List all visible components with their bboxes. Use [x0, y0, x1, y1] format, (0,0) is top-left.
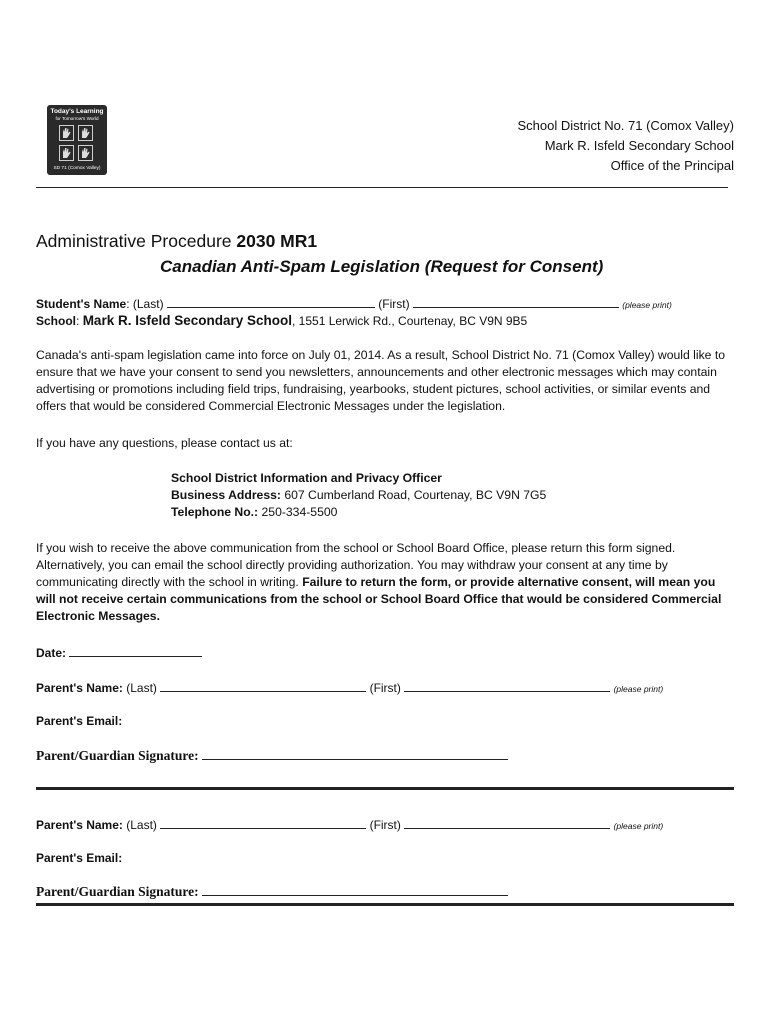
- parent1-name-row: [36, 680, 663, 695]
- intro-paragraph: Canada's anti-spam legislation came into force on July 01, 2014. As a result, School District No. 71 (Comox Valley) would like to ensure that we have your consent to send you newsletters, announcements and other electronic messages which may contain advertising or promotions including field trips, fundraising, yearbooks, student pictures, school activities, or similar events and offers that would be considered Commercial Electronic Messages under the legislation.: [36, 348, 725, 413]
- parent1-signature-label: Parent/Guardian Signature:: [36, 748, 199, 763]
- parent1-name-label: Parent's Name:: [36, 681, 123, 695]
- print-note: (please print): [622, 300, 672, 310]
- parent2-first-label: (First): [366, 818, 405, 832]
- parent1-first-field[interactable]: [404, 680, 610, 692]
- student-last-field[interactable]: [167, 296, 375, 308]
- district-logo: [47, 105, 107, 175]
- phone-label: Telephone No.:: [171, 505, 259, 519]
- questions-text: If you have any questions, please contact us at:: [36, 436, 293, 450]
- header-divider: [36, 187, 728, 188]
- parent1-email-row: [36, 714, 122, 728]
- student-name-label: Student's Name: [36, 297, 127, 311]
- parent2-signature-label: Parent/Guardian Signature:: [36, 884, 199, 899]
- parent2-first-field[interactable]: [404, 817, 610, 829]
- logo-tagline: for Tomorrow's World: [55, 116, 99, 121]
- hands-icon: [59, 125, 95, 163]
- consent-text: If you wish to receive the above communication from the school or School Board Office, please return this form signed. Alternatively, you can email the school directly providing authorization. You may withdraw your consent at any time by communicating directly with the school in writing.: [36, 541, 676, 589]
- parent1-print-note: (please print): [613, 684, 664, 694]
- parent2-name-label: Parent's Name:: [36, 818, 123, 832]
- school-value: Mark R. Isfeld Secondary School: [82, 313, 292, 328]
- parent1-email-label: Parent's Email:: [36, 714, 123, 728]
- school-row: [36, 313, 527, 328]
- parent1-signature-row: [36, 747, 508, 764]
- student-first-label: (First): [374, 297, 413, 311]
- procedure-title: [36, 231, 317, 252]
- phone-value: 250-334-5500: [258, 505, 338, 519]
- school-colon: :: [76, 314, 83, 328]
- parent2-email-label: Parent's Email:: [36, 851, 123, 865]
- section-divider: [36, 787, 734, 790]
- address-value: 607 Cumberland Road, Courtenay, BC V9N 7G5: [280, 488, 547, 502]
- student-last-label: : (Last): [126, 297, 167, 311]
- logo-title: Today's Learning: [50, 108, 104, 115]
- date-label: Date:: [36, 646, 67, 660]
- parent2-email-row: [36, 851, 122, 865]
- consent-paragraph: [36, 540, 736, 625]
- consent-warning: Failure to return the form, or provide alternative consent, will mean you will not receive certain communications from the school or School Board Office that would be considered Commercial Electronic Messages.: [36, 575, 722, 623]
- parent2-last-label: (Last): [122, 818, 161, 832]
- parent2-print-note: (please print): [613, 821, 664, 831]
- address-label: Business Address:: [171, 488, 281, 502]
- school-label: School: [36, 314, 77, 328]
- district-name: School District No. 71 (Comox Valley): [517, 118, 734, 133]
- date-field[interactable]: [69, 645, 202, 657]
- school-address: , 1551 Lerwick Rd., Courtenay, BC V9N 9B5: [292, 314, 528, 328]
- parent1-last-field[interactable]: [160, 680, 366, 692]
- parent2-signature-field[interactable]: [202, 883, 508, 896]
- parent1-last-label: (Last): [122, 681, 161, 695]
- procedure-code: 2030 MR1: [236, 231, 318, 251]
- school-name: Mark R. Isfeld Secondary School: [544, 138, 734, 153]
- date-row: [36, 645, 202, 660]
- parent1-first-label: (First): [366, 681, 405, 695]
- contact-block: [171, 470, 546, 521]
- office-name: Office of the Principal: [610, 158, 734, 173]
- form-subtitle: Canadian Anti-Spam Legislation (Request for Consent): [160, 257, 604, 276]
- student-name-row: [36, 296, 672, 311]
- contact-title: School District Information and Privacy Officer: [171, 471, 442, 485]
- parent2-signature-row: [36, 883, 508, 900]
- footer-divider: [36, 903, 734, 906]
- procedure-prefix: Administrative Procedure: [36, 231, 237, 251]
- parent2-last-field[interactable]: [160, 817, 366, 829]
- letterhead: [518, 116, 735, 176]
- parent2-name-row: [36, 817, 663, 832]
- logo-district: SD 71 (Comox Valley): [53, 166, 101, 171]
- parent1-signature-field[interactable]: [202, 747, 508, 760]
- student-first-field[interactable]: [413, 296, 619, 308]
